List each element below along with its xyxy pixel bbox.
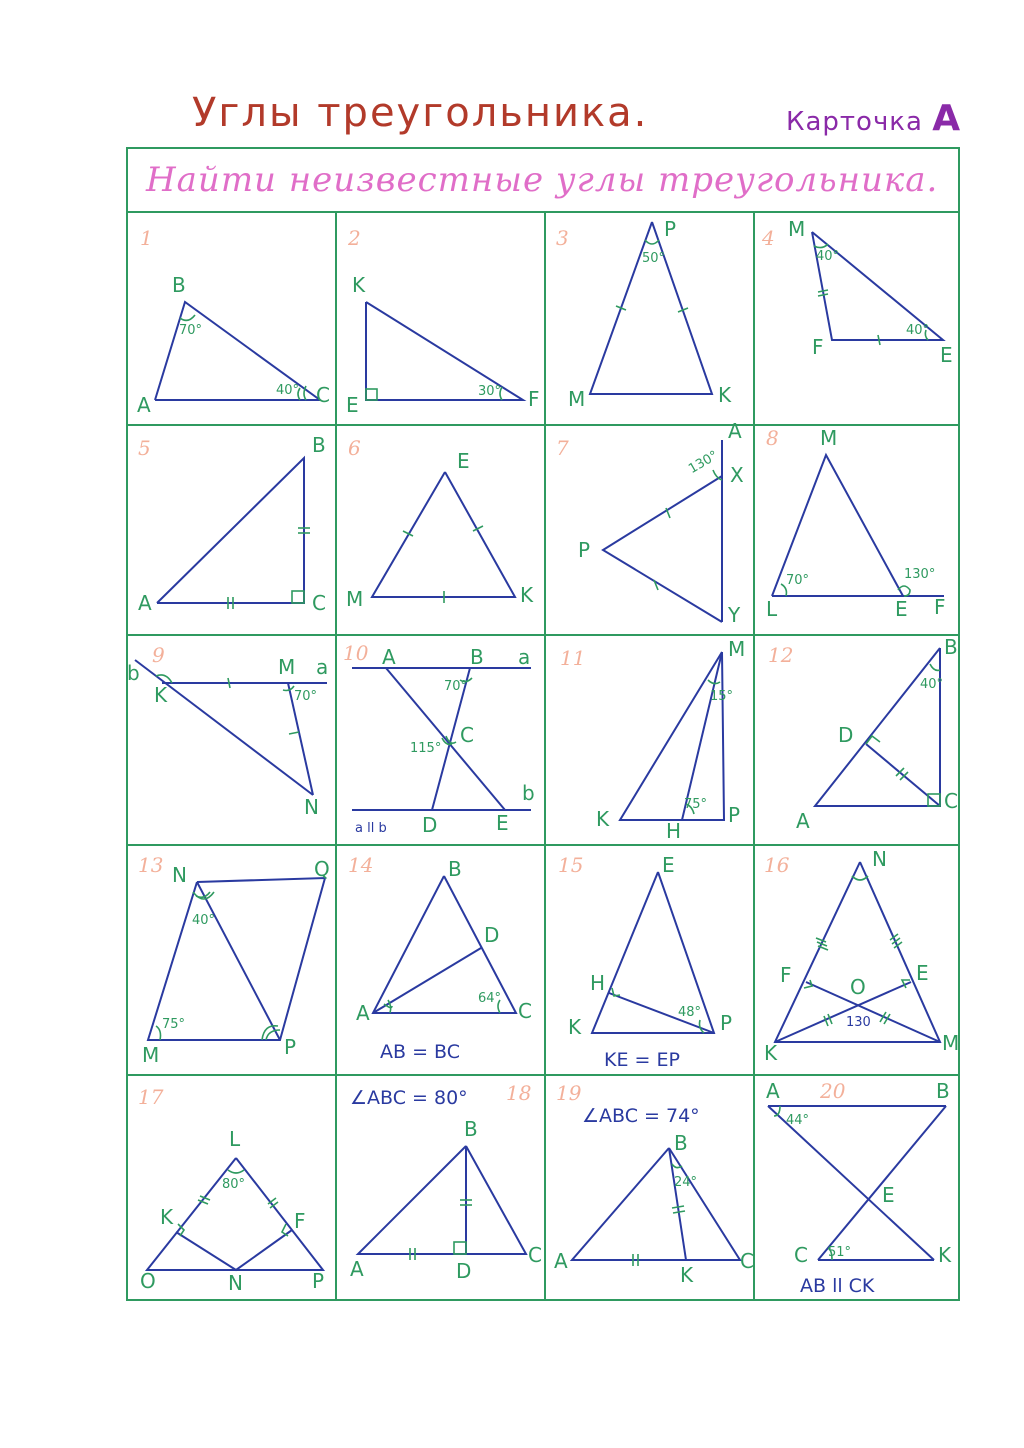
vertex-label: B	[172, 273, 186, 297]
vertex-label: K	[938, 1243, 952, 1267]
vertex-label: A	[382, 645, 396, 669]
vertex-label: Q	[314, 857, 330, 881]
problem-12	[768, 635, 958, 833]
vertex-label: E	[346, 393, 359, 417]
problem-number: 20	[820, 1079, 846, 1103]
vertex-label: E	[916, 961, 929, 985]
problem-number: 6	[348, 436, 361, 460]
vertex-label: P	[312, 1269, 325, 1293]
grid-lines	[127, 148, 959, 1300]
vertex-label: P	[728, 803, 741, 827]
problem-number: 13	[138, 853, 164, 877]
angle-label: 80°	[222, 1177, 246, 1192]
problem-18	[350, 1081, 542, 1283]
vertex-label: Y	[728, 603, 741, 627]
vertex-label: E	[940, 343, 953, 367]
vertex-label: M	[728, 637, 746, 661]
vertex-label: H	[666, 819, 682, 843]
vertex-label: b	[127, 661, 140, 685]
problem-11	[560, 637, 745, 843]
vertex-label: E	[662, 853, 675, 877]
problem-5	[138, 433, 326, 615]
condition-text: ∠ABC = 74°	[582, 1105, 700, 1127]
vertex-label: B	[464, 1117, 478, 1141]
problem-number: 16	[764, 853, 790, 877]
vertex-label: O	[850, 975, 866, 999]
vertex-label: C	[460, 723, 474, 747]
angle-label: 15°	[710, 689, 734, 704]
vertex-label: D	[484, 923, 500, 947]
angle-label: 130	[846, 1015, 871, 1030]
angle-label: 130°	[686, 448, 721, 477]
vertex-label: A	[796, 809, 810, 833]
vertex-label: L	[229, 1127, 241, 1151]
vertex-label: M	[278, 655, 296, 679]
vertex-label: F	[934, 595, 946, 619]
angle-label: 40°	[192, 913, 216, 928]
angle-label: 48°	[678, 1005, 702, 1020]
vertex-label: B	[470, 645, 484, 669]
vertex-label: C	[740, 1249, 754, 1273]
vertex-label: K	[718, 383, 732, 407]
angle-label: 115°	[410, 741, 442, 756]
problem-9	[127, 643, 328, 819]
vertex-label: B	[944, 635, 958, 659]
vertex-label: O	[140, 1269, 156, 1293]
vertex-label: M	[346, 587, 364, 611]
vertex-label: K	[764, 1041, 778, 1065]
problem-number: 14	[348, 853, 374, 877]
vertex-label: a	[518, 645, 531, 669]
problem-20	[766, 1079, 952, 1297]
problem-number: 3	[556, 226, 569, 250]
problem-4	[761, 217, 953, 367]
vertex-label: B	[312, 433, 326, 457]
vertex-label: C	[312, 591, 326, 615]
angle-label: 40°	[276, 383, 300, 398]
condition-text: AB = BC	[380, 1041, 460, 1063]
angle-label: 64°	[478, 991, 502, 1006]
vertex-label: a	[316, 655, 329, 679]
parallel-note: a ll b	[355, 821, 387, 836]
angle-label: 75°	[162, 1017, 186, 1032]
problem-3	[556, 217, 732, 411]
condition-text: KE = EP	[604, 1049, 680, 1071]
card-label-text: Карточка	[786, 107, 923, 137]
vertex-label: M	[568, 387, 586, 411]
card-letter: А	[932, 98, 962, 139]
vertex-label: A	[137, 393, 151, 417]
vertex-label: X	[730, 463, 744, 487]
problem-number: 8	[766, 426, 779, 450]
vertex-label: A	[138, 591, 152, 615]
vertex-label: P	[664, 217, 677, 241]
problem-6	[346, 436, 534, 611]
vertex-label: B	[936, 1079, 950, 1103]
angle-label: 130°	[904, 567, 936, 582]
problem-number: 18	[506, 1081, 532, 1105]
vertex-label: B	[674, 1131, 688, 1155]
angle-label: 40°	[920, 677, 944, 692]
vertex-label: A	[350, 1257, 364, 1281]
problem-number: 7	[556, 436, 569, 460]
instruction-text: Найти неизвестные углы треугольника.	[146, 160, 939, 200]
vertex-label: N	[304, 795, 319, 819]
vertex-label: N	[228, 1271, 243, 1295]
problem-8	[766, 426, 946, 621]
problem-number: 1	[140, 226, 153, 250]
angle-label: 70°	[179, 323, 203, 338]
problem-17	[138, 1085, 324, 1295]
angle-label: 30°	[478, 384, 502, 399]
vertex-label: B	[448, 857, 462, 881]
vertex-label: K	[520, 583, 534, 607]
angle-label: 40°	[816, 249, 840, 264]
angle-label: 75°	[684, 797, 708, 812]
vertex-label: K	[154, 683, 168, 707]
angle-label: 44°	[786, 1113, 810, 1128]
vertex-label: K	[352, 273, 366, 297]
vertex-label: M	[142, 1043, 160, 1067]
vertex-label: E	[882, 1183, 895, 1207]
vertex-label: C	[794, 1243, 808, 1267]
problem-number: 9	[152, 643, 165, 667]
problem-number: 15	[558, 853, 584, 877]
vertex-label: H	[590, 971, 606, 995]
vertex-label: E	[895, 597, 908, 621]
problem-number: 5	[138, 436, 151, 460]
problem-1	[137, 226, 330, 417]
vertex-label: K	[568, 1015, 582, 1039]
angle-label: 70°	[294, 689, 318, 704]
vertex-label: P	[720, 1011, 733, 1035]
worksheet-title: Углы треугольника.	[192, 90, 649, 136]
vertex-label: N	[172, 863, 187, 887]
problem-10	[343, 641, 535, 837]
angle-label: 70°	[444, 679, 468, 694]
problem-16	[764, 847, 959, 1065]
vertex-label: P	[578, 538, 591, 562]
vertex-label: C	[518, 999, 532, 1023]
problem-7	[556, 419, 744, 627]
condition-text: AB ll CK	[800, 1275, 875, 1297]
vertex-label: A	[766, 1079, 780, 1103]
vertex-label: A	[356, 1001, 370, 1025]
condition-text: ∠ABC = 80°	[350, 1087, 468, 1109]
angle-label: 50°	[642, 251, 666, 266]
vertex-label: P	[284, 1035, 297, 1059]
problem-number: 4	[762, 226, 775, 250]
problem-2	[346, 226, 540, 417]
vertex-label: A	[728, 419, 742, 443]
problem-15	[558, 853, 732, 1071]
vertex-label: C	[944, 789, 958, 813]
vertex-label: C	[528, 1243, 542, 1267]
vertex-label: F	[780, 963, 792, 987]
problem-number: 10	[343, 641, 369, 665]
problem-number: 2	[348, 226, 361, 250]
problem-number: 11	[560, 646, 586, 670]
vertex-label: F	[528, 387, 540, 411]
problem-number: 19	[556, 1081, 582, 1105]
vertex-label: F	[812, 335, 824, 359]
vertex-label: F	[294, 1209, 306, 1233]
angle-label: 40°	[906, 323, 930, 338]
vertex-label: b	[522, 781, 535, 805]
angle-label: 24°	[674, 1175, 698, 1190]
vertex-label: E	[457, 449, 470, 473]
vertex-label: M	[788, 217, 806, 241]
vertex-label: K	[596, 807, 610, 831]
vertex-label: E	[496, 811, 509, 835]
vertex-label: K	[680, 1263, 694, 1287]
problem-13	[138, 853, 330, 1067]
problem-number: 17	[138, 1085, 164, 1109]
vertex-label: M	[942, 1031, 960, 1055]
vertex-label: D	[422, 813, 438, 837]
vertex-label: A	[554, 1249, 568, 1273]
problem-number: 12	[768, 643, 794, 667]
vertex-label: K	[160, 1205, 174, 1229]
problem-14	[348, 853, 532, 1063]
vertex-label: D	[838, 723, 854, 747]
vertex-label: D	[456, 1259, 472, 1283]
angle-label: 70°	[786, 573, 810, 588]
vertex-label: C	[316, 383, 330, 407]
vertex-label: N	[872, 847, 887, 871]
problem-19	[554, 1081, 754, 1287]
angle-label: 51°	[828, 1245, 852, 1260]
vertex-label: L	[766, 597, 778, 621]
vertex-label: M	[820, 426, 838, 450]
